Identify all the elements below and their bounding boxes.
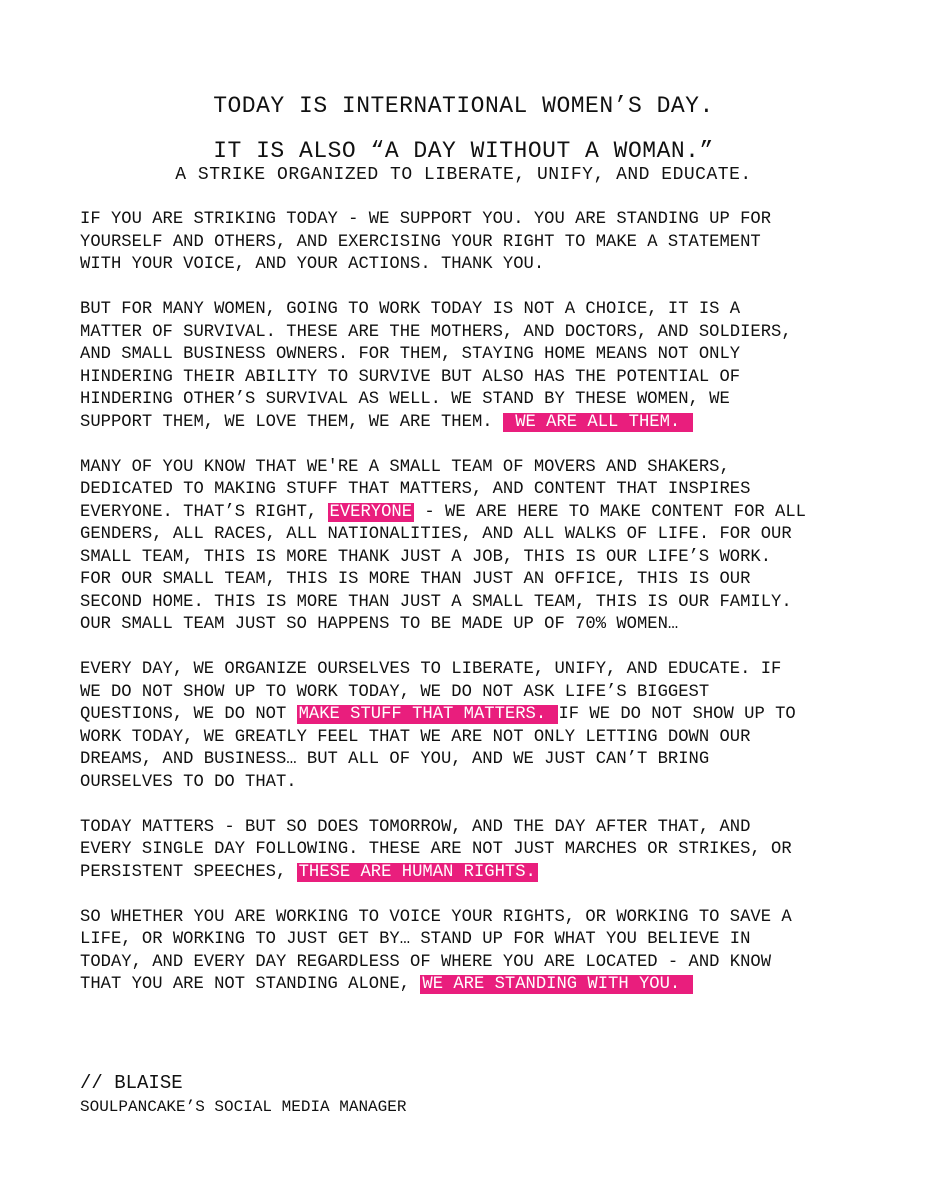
text-line — [80, 344, 860, 367]
paragraph-gap — [80, 277, 860, 300]
text-segment: PERSISTENT SPEECHES, — [80, 862, 297, 882]
text-segment: - WE ARE HERE TO MAKE CONTENT FOR ALL — [414, 502, 807, 522]
text-line — [80, 907, 860, 930]
text-line — [80, 322, 860, 345]
highlighted-phrase: WE ARE ALL THEM. — [504, 412, 691, 432]
text-line — [80, 299, 860, 322]
signature-role: SOULPANCAKE’S SOCIAL MEDIA MANAGER — [80, 1098, 407, 1116]
paragraph — [80, 907, 860, 997]
text-segment: EVERY DAY, WE ORGANIZE OURSELVES TO LIBERATE, UNIFY, AND EDUCATE. IF — [80, 660, 782, 679]
text-line — [80, 389, 860, 412]
text-line — [80, 839, 860, 862]
highlighted-phrase: THESE ARE HUMAN RIGHTS. — [298, 862, 536, 882]
text-segment: OURSELVES TO DO THAT. — [80, 772, 297, 792]
text-segment: EVERY SINGLE DAY FOLLOWING. THESE ARE NOT JUST MARCHES OR STRIKES, OR — [80, 840, 792, 859]
paragraph — [80, 209, 860, 277]
text-segment: IF YOU ARE STRIKING TODAY - WE SUPPORT YOU. YOU ARE STANDING UP FOR — [80, 210, 772, 229]
highlighted-phrase: WE ARE STANDING WITH YOU. — [422, 975, 691, 994]
text-segment: WITH YOUR VOICE, AND YOUR ACTIONS. THANK YOU. — [80, 255, 545, 274]
text-line — [80, 862, 860, 885]
text-line — [80, 254, 860, 277]
paragraph-gap — [80, 434, 860, 457]
text-line — [80, 749, 860, 772]
page-subtitle: IT IS ALSO “A DAY WITHOUT A WOMAN.” — [213, 138, 714, 164]
text-segment: SUPPORT THEM, WE LOVE THEM, WE ARE THEM. — [80, 412, 503, 432]
text-segment: WORK TODAY, WE GREATLY FEEL THAT WE ARE NOT ONLY LETTING DOWN OUR — [80, 727, 751, 747]
text-line — [80, 682, 860, 705]
text-line — [80, 614, 860, 637]
text-segment: MANY OF YOU KNOW THAT WE'RE A SMALL TEAM OF MOVERS AND SHAKERS, — [80, 457, 730, 477]
text-segment: YOURSELF AND OTHERS, AND EXERCISING YOUR RIGHT TO MAKE A STATEMENT — [80, 232, 761, 252]
highlighted-phrase: EVERYONE — [329, 502, 413, 522]
text-line — [80, 232, 860, 255]
text-segment: AND SMALL BUSINESS OWNERS. FOR THEM, STAYING HOME MEANS NOT ONLY — [80, 345, 741, 364]
text-segment: SMALL TEAM, THIS IS MORE THANK JUST A JOB, THIS IS OUR LIFE’S WORK. — [80, 547, 772, 567]
text-line — [80, 569, 860, 592]
text-segment: MATTER OF SURVIVAL. THESE ARE THE MOTHERS, AND DOCTORS, AND SOLDIERS, — [80, 322, 792, 342]
text-segment: DREAMS, AND BUSINESS… BUT ALL OF YOU, AND WE JUST CAN’T BRING — [80, 750, 710, 769]
text-line — [80, 974, 860, 997]
paragraph — [80, 817, 860, 885]
text-segment: BUT FOR MANY WOMEN, GOING TO WORK TODAY IS NOT A CHOICE, IT IS A — [80, 300, 741, 319]
text-segment: TODAY, AND EVERY DAY REGARDLESS OF WHERE YOU ARE LOCATED - AND KNOW — [80, 952, 772, 972]
text-line — [80, 772, 860, 795]
text-segment: EVERYONE. THAT’S RIGHT, — [80, 502, 328, 522]
text-segment: WE DO NOT SHOW UP TO WORK TODAY, WE DO NOT ASK LIFE’S BIGGEST — [80, 682, 710, 702]
text-segment: FOR OUR SMALL TEAM, THIS IS MORE THAN JUST AN OFFICE, THIS IS OUR — [80, 570, 751, 589]
highlighted-phrase: MAKE STUFF THAT MATTERS. — [298, 705, 557, 724]
text-line — [80, 412, 860, 435]
text-line — [80, 817, 860, 840]
text-line — [80, 367, 860, 390]
paragraph-gap — [80, 794, 860, 817]
paragraph — [80, 299, 860, 434]
text-segment: SO WHETHER YOU ARE WORKING TO VOICE YOUR RIGHTS, OR WORKING TO SAVE A — [80, 907, 792, 927]
text-line — [80, 479, 860, 502]
text-line — [80, 457, 860, 480]
text-line — [80, 502, 860, 525]
paragraph — [80, 457, 860, 637]
text-segment: QUESTIONS, WE DO NOT — [80, 705, 297, 724]
text-line — [80, 524, 860, 547]
text-segment: LIFE, OR WORKING TO JUST GET BY… STAND UP FOR WHAT YOU BELIEVE IN — [80, 930, 751, 949]
text-segment: GENDERS, ALL RACES, ALL NATIONALITIES, AND ALL WALKS OF LIFE. FOR OUR — [80, 525, 792, 544]
paragraph-gap — [80, 884, 860, 907]
text-line — [80, 592, 860, 615]
paragraph-gap — [80, 637, 860, 660]
text-line — [80, 209, 860, 232]
text-line — [80, 659, 860, 682]
letter-body — [80, 209, 860, 997]
strike-description: A STRIKE ORGANIZED TO LIBERATE, UNIFY, AND EDUCATE. — [175, 165, 752, 185]
text-segment: SECOND HOME. THIS IS MORE THAN JUST A SMALL TEAM, THIS IS OUR FAMILY. — [80, 592, 792, 612]
text-line — [80, 547, 860, 570]
text-segment: OUR SMALL TEAM JUST SO HAPPENS TO BE MADE UP OF 70% WOMEN… — [80, 615, 679, 634]
paragraph — [80, 659, 860, 794]
signature-name: // BLAISE — [80, 1072, 183, 1094]
text-segment: TODAY MATTERS - BUT SO DOES TOMORROW, AND THE DAY AFTER THAT, AND — [80, 817, 751, 837]
text-line — [80, 952, 860, 975]
text-line — [80, 929, 860, 952]
text-segment: HINDERING OTHER’S SURVIVAL AS WELL. WE STAND BY THESE WOMEN, WE — [80, 390, 730, 409]
text-segment: DEDICATED TO MAKING STUFF THAT MATTERS, AND CONTENT THAT INSPIRES — [80, 480, 751, 499]
text-line — [80, 727, 860, 750]
text-line — [80, 704, 860, 727]
page-title: TODAY IS INTERNATIONAL WOMEN’S DAY. — [213, 93, 714, 119]
text-segment: IF WE DO NOT SHOW UP TO — [558, 705, 796, 724]
text-segment: HINDERING THEIR ABILITY TO SURVIVE BUT ALSO HAS THE POTENTIAL OF — [80, 367, 741, 387]
text-segment: THAT YOU ARE NOT STANDING ALONE, — [80, 975, 421, 994]
